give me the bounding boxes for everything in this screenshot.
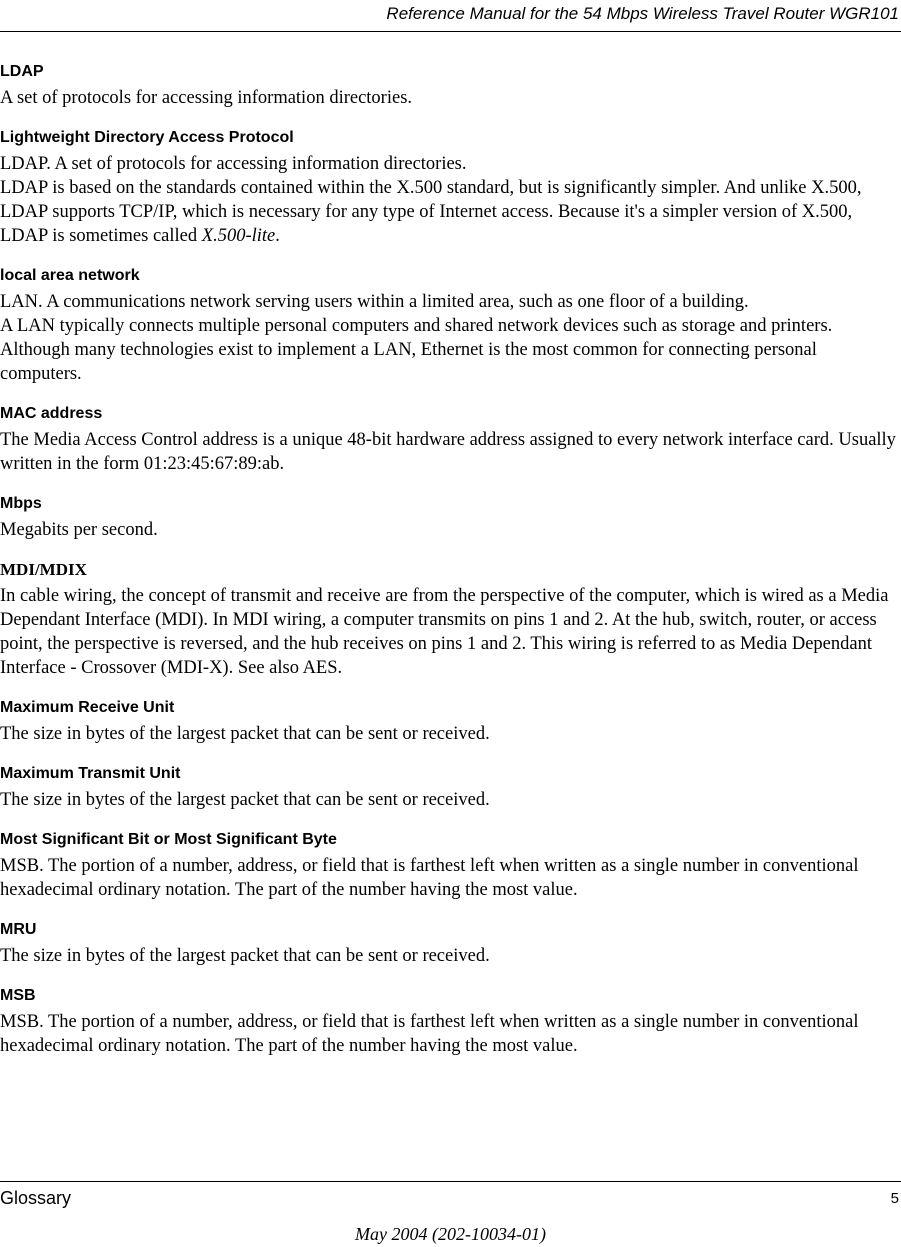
header-title: Reference Manual for the 54 Mbps Wireless Travel Router WGR101: [386, 4, 899, 23]
glossary-content: [0, 62, 899, 1076]
glossary-entry-mac-address: [0, 404, 899, 476]
glossary-entry-mbps: [0, 494, 899, 542]
definition-maximum-receive-unit: The size in bytes of the largest packet that can be sent or received.: [0, 724, 490, 744]
glossary-entry-maximum-receive-unit: [0, 698, 899, 746]
definition-maximum-transmit-unit: The size in bytes of the largest packet that can be sent or received.: [0, 790, 490, 810]
definition-mbps: Megabits per second.: [0, 520, 158, 540]
definition-mac-address: The Media Access Control address is a unique 48-bit hardware address assigned to every network interface card. Usually written in the form 01:23:45:67:89:ab.: [0, 430, 896, 474]
glossary-entry-local-area-network: [0, 266, 899, 386]
glossary-entry-mru: [0, 920, 899, 968]
term-local-area-network: local area network: [0, 267, 140, 284]
glossary-entry-mdi-mdix: [0, 560, 899, 680]
glossary-entry-lightweight-directory-access-protocol: [0, 128, 899, 248]
term-maximum-receive-unit: Maximum Receive Unit: [0, 699, 175, 716]
footer-section: Glossary: [0, 1188, 72, 1208]
footer-divider: [0, 1181, 901, 1182]
definition-local-area-network-line2: A LAN typically connects multiple personal computers and shared network devices such as storage and printers. Although many technologies exist to implement a LAN, Ethernet is the most common for connecting personal computers.: [0, 316, 833, 384]
definition-ldap: A set of protocols for accessing information directories.: [0, 88, 413, 108]
page-header: [0, 0, 901, 32]
glossary-entry-most-significant-bit: [0, 830, 899, 902]
definition-mru: The size in bytes of the largest packet that can be sent or received.: [0, 946, 490, 966]
definition-msb: MSB. The portion of a number, address, or field that is farthest left when written as a single number in conventional hexadecimal ordinary notation. The part of the number having the most value.: [0, 1012, 859, 1056]
term-mac-address: MAC address: [0, 405, 103, 422]
definition-text: LDAP is based on the standards contained within the X.500 standard, but is significantly simpler. And unlike X.500, LDAP supports TCP/IP, which is necessary for any type of Internet access. Because it's a simpler version of X.500, LDAP is sometimes called: [0, 178, 862, 246]
glossary-entry-msb: [0, 986, 899, 1058]
definition-local-area-network-line1: LAN. A communications network serving users within a limited area, such as one floor of a building.: [0, 292, 749, 312]
definition-lightweight-directory-access-protocol-line1: LDAP. A set of protocols for accessing information directories.: [0, 154, 467, 174]
term-maximum-transmit-unit: Maximum Transmit Unit: [0, 765, 181, 782]
term-lightweight-directory-access-protocol: Lightweight Directory Access Protocol: [0, 129, 294, 146]
term-mdi-mdix: MDI/MDIX: [0, 560, 87, 579]
definition-lightweight-directory-access-protocol-line2: [0, 176, 899, 248]
footer-date: May 2004 (202-10034-01): [355, 1224, 546, 1244]
definition-mdi-mdix: In cable wiring, the concept of transmit and receive are from the perspective of the computer, which is wired as a Media Dependant Interface (MDI). In MDI wiring, a computer transmits on pins 1 and 2. At the hub, switch, router, or access point, the perspective is reversed, and the hub receives on pins 1 and 2. This wiring is referred to as Media Dependant Interface - Crossover (MDI-X). See also AES.: [0, 586, 889, 678]
glossary-entry-ldap: [0, 62, 899, 110]
glossary-entry-maximum-transmit-unit: [0, 764, 899, 812]
term-ldap: LDAP: [0, 63, 44, 80]
term-most-significant-bit: Most Significant Bit or Most Significant Byte: [0, 831, 337, 848]
definition-most-significant-bit: MSB. The portion of a number, address, or field that is farthest left when written as a single number in conventional hexadecimal ordinary notation. The part of the number having the most value.: [0, 856, 859, 900]
definition-period: .: [275, 226, 280, 246]
term-mbps: Mbps: [0, 495, 42, 512]
term-mru: MRU: [0, 921, 37, 938]
definition-italic-term: X.500-lite: [201, 226, 276, 246]
page-number: 5: [890, 1190, 899, 1207]
term-msb: MSB: [0, 987, 36, 1004]
